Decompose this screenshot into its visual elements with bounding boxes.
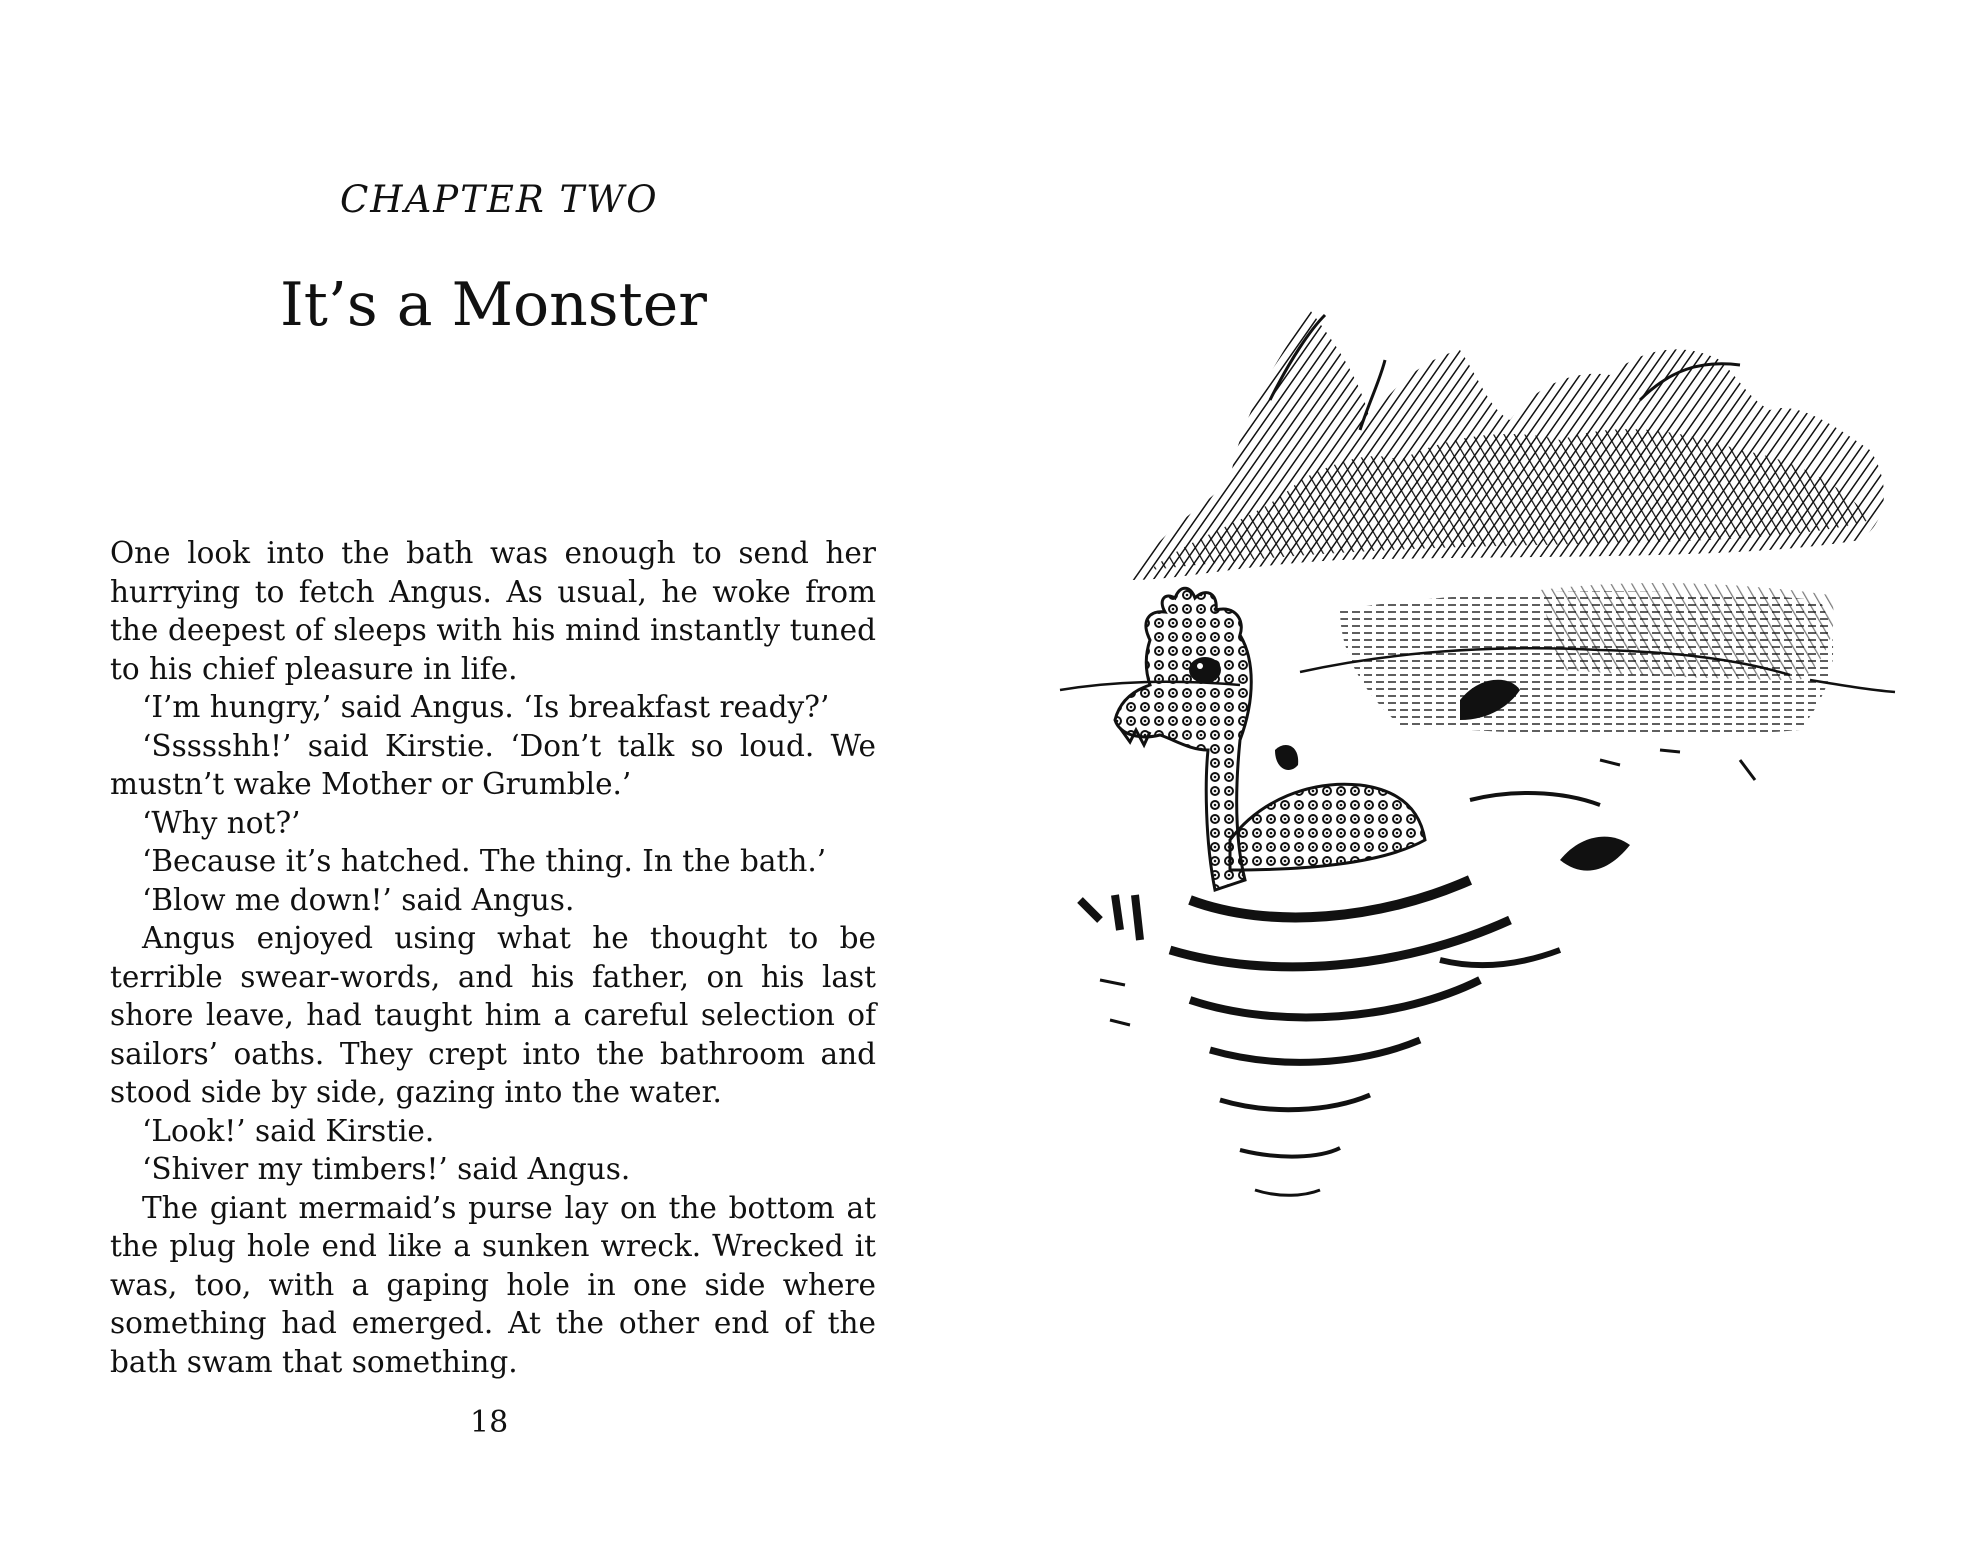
- paragraph: ‘Blow me down!’ said Angus.: [142, 882, 575, 917]
- paragraph: ‘Shiver my timbers!’ said Angus.: [142, 1152, 631, 1186]
- paragraph: One look into the bath was enough to send her hurrying to fetch Angus. As usual, he woke from the deepest of sleeps with his mind instantly tuned to his chief pleasure in life.: [110, 536, 876, 686]
- page-number: 18: [470, 1405, 509, 1440]
- chapter-label: CHAPTER TWO: [340, 178, 659, 221]
- foliage-silhouette: [1130, 310, 1884, 580]
- paragraph: ‘Because it’s hatched. The thing. In the bath.’: [142, 844, 827, 878]
- paragraph: ‘Look!’ said Kirstie.: [142, 1113, 435, 1148]
- paragraph: The giant mermaid’s purse lay on the bottom at the plug hole end like a sunken wreck. Wrecked it was, too, with a gaping hole in one side where something had emerged. At the other end of the bath swam that something.: [110, 1190, 876, 1379]
- water-reflection: [1340, 583, 1834, 735]
- paragraph: Angus enjoyed using what he thought to be terrible swear-words, and his father, on his last shore leave, had taught him a careful selection of sailors’ oaths. They crept into the bathroom and stood side by side, gazing into the water.: [110, 921, 876, 1109]
- chapter-title: It’s a Monster: [280, 270, 707, 340]
- left-page: [0, 0, 980, 1556]
- paragraph: ‘I’m hungry,’ said Angus. ‘Is breakfast ready?’: [142, 690, 830, 724]
- body-text: [110, 534, 876, 1381]
- paragraph: ‘Why not?’: [142, 805, 301, 840]
- sea-monster-in-bath-illustration: [1040, 280, 1900, 1360]
- paragraph: ‘Ssssshh!’ said Kirstie. ‘Don’t talk so loud. We mustn’t wake Mother or Grumble.’: [110, 728, 876, 801]
